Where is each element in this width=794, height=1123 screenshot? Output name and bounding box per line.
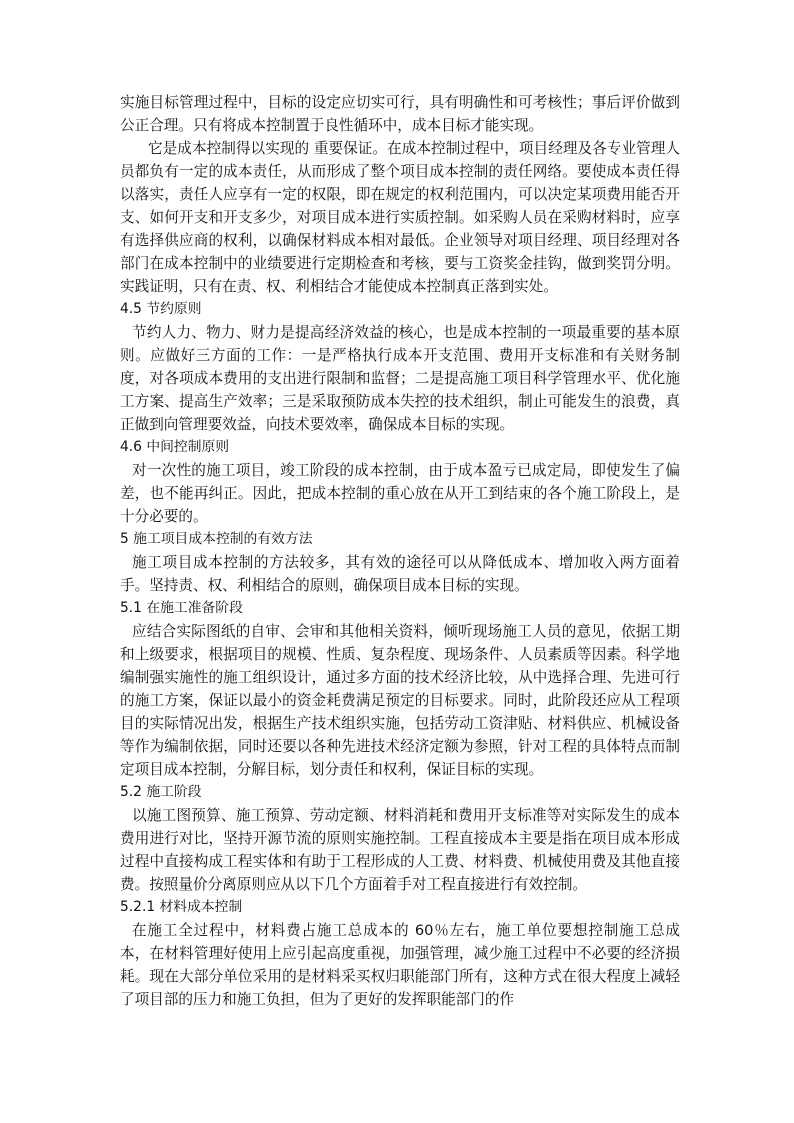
section-heading: 5 施工项目成本控制的有效方法 — [120, 531, 313, 547]
section-heading: 4.6 中间控制原则 — [120, 439, 230, 455]
body-paragraph: 施工项目成本控制的方法较多，其有效的途径可以从降低成本、增加收入两方面着手。坚持责、权、利相结合的原则，确保项目成本目标的实现。 — [120, 554, 680, 594]
body-paragraph: 它是成本控制得以实现的 重要保证。在成本控制过程中，项目经理及各专业管理人员都负有一定的成本责任，从而形成了整个项目成本控制的责任网络。要使成本责任得以落实，责任人应享有一定的权限，即在规定的权利范围内，可以决定某项费用能否开支、如何开支和开支多少，对项目成本进行实质控制。如采购人员在采购材料时，应享有选择供应商的权利，以确保材料成本相对最低。企业领导对项目经理、项目经理对各部门在成本控制中的业绩要进行定期检查和考核，要与工资奖金挂钩，做到奖罚分明。实践证明，只有在责、权、利相结合才能使成本控制真正落到实处。 — [120, 140, 680, 295]
body-paragraph: 对一次性的施工项目，竣工阶段的成本控制，由于成本盈亏已成定局，即使发生了偏差，也不能再纠正。因此，把成本控制的重心放在从开工到结束的各个施工阶段上，是十分必要的。 — [120, 462, 680, 525]
body-paragraph: 在施工全过程中，材料费占施工总成本的 60％左右，施工单位要想控制施工总成本，在材料管理好使用上应引起高度重视，加强管理，减少施工过程中不必要的经济损耗。现在大部分单位采用的是材料采买权归职能部门所有，这种方式在很大程度上减轻了项目部的压力和施工负担，但为了更好的发挥职能部门的作 — [120, 922, 680, 1008]
section-heading: 5.1 在施工准备阶段 — [120, 600, 243, 616]
document-body — [120, 91, 680, 1011]
body-paragraph: 应结合实际图纸的自审、会审和其他相关资料，倾听现场施工人员的意见，依据工期和上级要求，根据项目的规模、性质、复杂程度、现场条件、人员素质等因素。科学地编制强实施性的施工组织设计，通过多方面的技术经济比较，从中选择合理、先进可行的施工方案，保证以最小的资金耗费满足预定的目标要求。同时，此阶段还应从工程项目的实际情况出发，根据生产技术组织实施，包括劳动工资津贴、材料供应、机械设备等作为编制依据，同时还要以各种先进技术经济定额为参照，针对工程的具体特点而制定项目成本控制，分解目标，划分责任和权利，保证目标的实现。 — [120, 623, 680, 778]
section-heading: 4.5 节约原则 — [120, 301, 202, 317]
section-heading: 5.2.1 材料成本控制 — [120, 899, 243, 915]
body-paragraph: 实施目标管理过程中，目标的设定应切实可行，具有明确性和可考核性；事后评价做到公正合理。只有将成本控制置于良性循环中，成本目标才能实现。 — [120, 94, 680, 134]
section-heading: 5.2 施工阶段 — [120, 784, 202, 800]
body-paragraph: 节约人力、物力、财力是提高经济效益的核心，也是成本控制的一项最重要的基本原则。应做好三方面的工作：一是严格执行成本开支范围、费用开支标准和有关财务制度，对各项成本费用的支出进行限制和监督；二是提高施工项目科学管理水平、优化施工方案、提高生产效率；三是采取预防成本失控的技术组织，制止可能发生的浪费，真正做到向管理要效益，向技术要效率，确保成本目标的实现。 — [120, 324, 680, 433]
body-paragraph: 以施工图预算、施工预算、劳动定额、材料消耗和费用开支标准等对实际发生的成本费用进行对比，坚持开源节流的原则实施控制。工程直接成本主要是指在项目成本形成过程中直接构成工程实体和有助于工程形成的人工费、材料费、机械使用费及其他直接费。按照量价分离原则应从以下几个方面着手对工程直接进行有效控制。 — [120, 807, 680, 893]
